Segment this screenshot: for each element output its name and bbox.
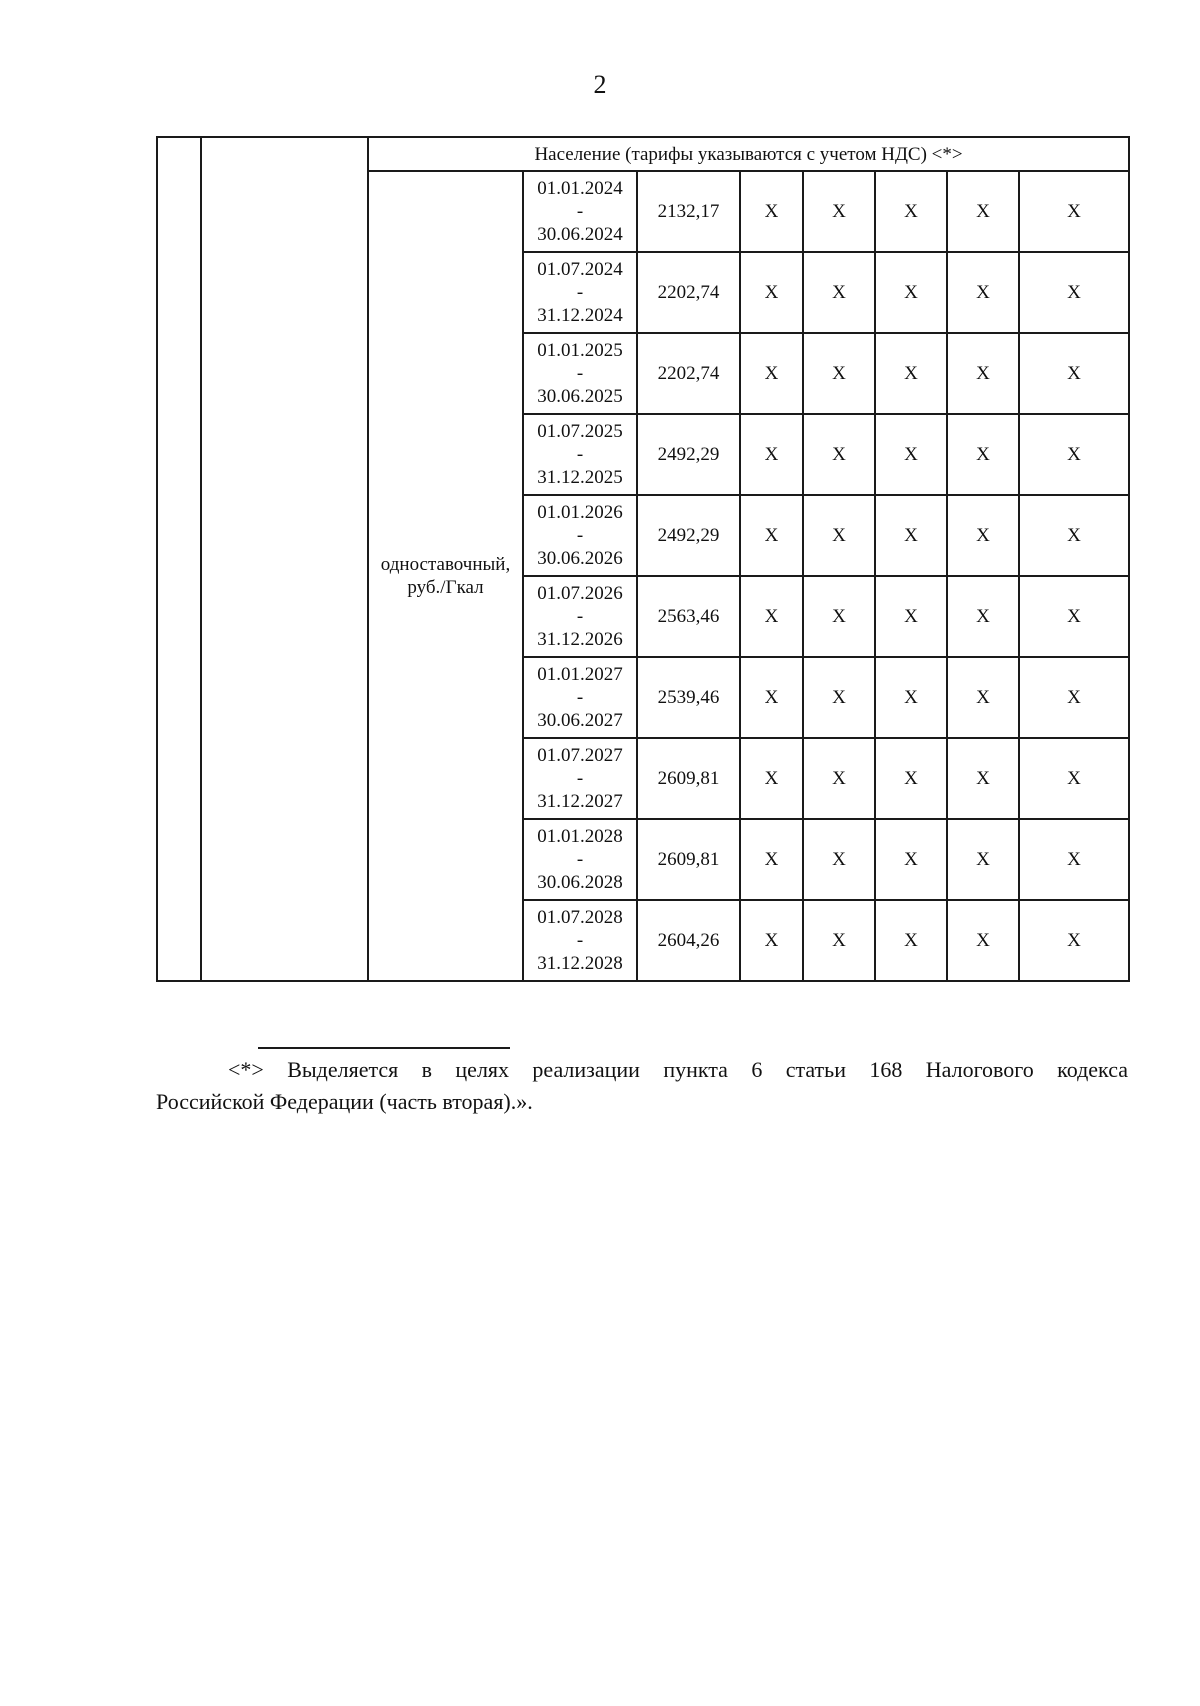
not-applicable-mark: X xyxy=(947,819,1019,900)
period-dash: - xyxy=(576,363,584,384)
period-start: 01.07.2025 xyxy=(537,421,623,442)
period-cell xyxy=(523,414,637,495)
period-end: 31.12.2026 xyxy=(537,629,623,650)
organization-column-cell xyxy=(201,137,368,981)
period-cell xyxy=(523,333,637,414)
period-start: 01.07.2027 xyxy=(537,745,623,766)
tariff-value: 2492,29 xyxy=(637,414,740,495)
period-cell xyxy=(523,576,637,657)
not-applicable-mark: X xyxy=(803,738,875,819)
not-applicable-mark: X xyxy=(875,414,947,495)
not-applicable-mark: X xyxy=(803,900,875,981)
not-applicable-mark: X xyxy=(875,495,947,576)
period-start: 01.01.2025 xyxy=(537,340,623,361)
period-cell xyxy=(523,819,637,900)
period-dash: - xyxy=(576,525,584,546)
group-header: Население (тарифы указываются с учетом НДС) <*> xyxy=(368,137,1129,171)
period-dash: - xyxy=(576,930,584,951)
period-end: 31.12.2027 xyxy=(537,791,623,812)
not-applicable-mark: X xyxy=(740,900,803,981)
not-applicable-mark: X xyxy=(803,819,875,900)
not-applicable-mark: X xyxy=(947,252,1019,333)
not-applicable-mark: X xyxy=(947,495,1019,576)
not-applicable-mark: X xyxy=(1019,333,1129,414)
period-start: 01.01.2026 xyxy=(537,502,623,523)
period-end: 30.06.2025 xyxy=(537,386,623,407)
not-applicable-mark: X xyxy=(740,414,803,495)
not-applicable-mark: X xyxy=(803,576,875,657)
tariff-value: 2604,26 xyxy=(637,900,740,981)
period-start: 01.01.2027 xyxy=(537,664,623,685)
not-applicable-mark: X xyxy=(740,576,803,657)
not-applicable-mark: X xyxy=(803,414,875,495)
period-end: 30.06.2027 xyxy=(537,710,623,731)
not-applicable-mark: X xyxy=(947,900,1019,981)
period-dash: - xyxy=(576,687,584,708)
not-applicable-mark: X xyxy=(740,738,803,819)
not-applicable-mark: X xyxy=(740,819,803,900)
not-applicable-mark: X xyxy=(803,171,875,252)
not-applicable-mark: X xyxy=(947,414,1019,495)
not-applicable-mark: X xyxy=(947,333,1019,414)
page-number: 2 xyxy=(593,70,607,99)
tariff-value: 2132,17 xyxy=(637,171,740,252)
not-applicable-mark: X xyxy=(875,252,947,333)
tariff-value: 2609,81 xyxy=(637,819,740,900)
footnote xyxy=(156,1054,1128,1118)
not-applicable-mark: X xyxy=(875,819,947,900)
not-applicable-mark: X xyxy=(875,171,947,252)
not-applicable-mark: X xyxy=(1019,900,1129,981)
period-start: 01.01.2028 xyxy=(537,826,623,847)
not-applicable-mark: X xyxy=(875,576,947,657)
not-applicable-mark: X xyxy=(947,738,1019,819)
not-applicable-mark: X xyxy=(740,171,803,252)
period-dash: - xyxy=(576,444,584,465)
period-cell xyxy=(523,738,637,819)
not-applicable-mark: X xyxy=(1019,252,1129,333)
footnote-separator xyxy=(258,1047,510,1049)
period-dash: - xyxy=(576,849,584,870)
period-start: 01.07.2024 xyxy=(537,259,623,280)
not-applicable-mark: X xyxy=(740,333,803,414)
footnote-line-2: Российской Федерации (часть вторая).». xyxy=(156,1089,533,1114)
tariff-unit-label: одноставочный, руб./Гкал xyxy=(368,171,523,981)
not-applicable-mark: X xyxy=(875,738,947,819)
period-dash: - xyxy=(576,606,584,627)
tariff-value: 2202,74 xyxy=(637,333,740,414)
tariff-value: 2563,46 xyxy=(637,576,740,657)
period-start: 01.07.2028 xyxy=(537,907,623,928)
tariff-value: 2539,46 xyxy=(637,657,740,738)
not-applicable-mark: X xyxy=(803,657,875,738)
period-end: 30.06.2024 xyxy=(537,224,623,245)
period-start: 01.01.2024 xyxy=(537,178,623,199)
period-dash: - xyxy=(576,201,584,222)
number-column-cell xyxy=(157,137,201,981)
tariff-value: 2609,81 xyxy=(637,738,740,819)
tariff-value: 2202,74 xyxy=(637,252,740,333)
period-end: 30.06.2026 xyxy=(537,548,623,569)
not-applicable-mark: X xyxy=(1019,576,1129,657)
period-end: 31.12.2028 xyxy=(537,953,623,974)
not-applicable-mark: X xyxy=(740,657,803,738)
period-cell xyxy=(523,252,637,333)
not-applicable-mark: X xyxy=(740,252,803,333)
period-cell xyxy=(523,657,637,738)
tariff-value: 2492,29 xyxy=(637,495,740,576)
not-applicable-mark: X xyxy=(803,495,875,576)
not-applicable-mark: X xyxy=(1019,495,1129,576)
not-applicable-mark: X xyxy=(740,495,803,576)
not-applicable-mark: X xyxy=(1019,414,1129,495)
not-applicable-mark: X xyxy=(1019,171,1129,252)
not-applicable-mark: X xyxy=(947,171,1019,252)
period-dash: - xyxy=(576,282,584,303)
period-end: 31.12.2025 xyxy=(537,467,623,488)
period-end: 30.06.2028 xyxy=(537,872,623,893)
period-start: 01.07.2026 xyxy=(537,583,623,604)
period-end: 31.12.2024 xyxy=(537,305,623,326)
not-applicable-mark: X xyxy=(1019,819,1129,900)
period-cell xyxy=(523,495,637,576)
footnote-line-1: <*> Выделяется в целях реализации пункта 6 статьи 168 Налогового кодекса xyxy=(228,1057,1128,1082)
tariff-table xyxy=(156,136,1130,982)
not-applicable-mark: X xyxy=(1019,657,1129,738)
not-applicable-mark: X xyxy=(803,252,875,333)
not-applicable-mark: X xyxy=(875,900,947,981)
not-applicable-mark: X xyxy=(947,576,1019,657)
not-applicable-mark: X xyxy=(803,333,875,414)
not-applicable-mark: X xyxy=(875,657,947,738)
not-applicable-mark: X xyxy=(875,333,947,414)
period-cell xyxy=(523,171,637,252)
period-cell xyxy=(523,900,637,981)
period-dash: - xyxy=(576,768,584,789)
not-applicable-mark: X xyxy=(1019,738,1129,819)
not-applicable-mark: X xyxy=(947,657,1019,738)
